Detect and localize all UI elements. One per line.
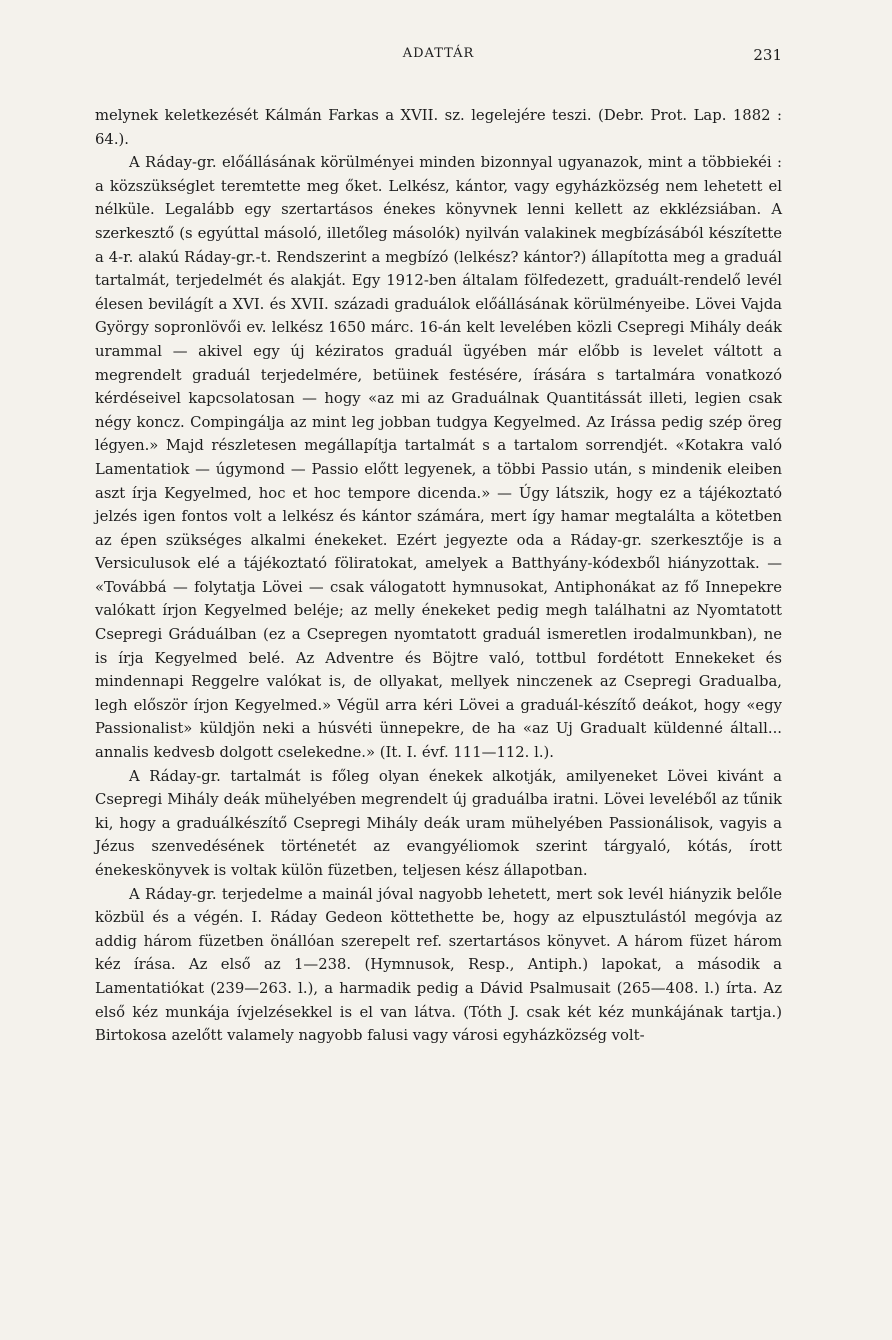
- paragraph: A Ráday-gr. tartalmát is főleg olyan énekek alkotják, amilyeneket Lövei kivánt a Csepregi Mihály deák mühelyében megrendelt új graduálba iratni. Lövei leveléből az tűnik ki, hogy a graduálkészítő Csepregi Mihály deák uram mühelyében Passionálisok, vagyis a Jézus szenvedésének történetét az evangyéliomok szerint tárgyaló, kótás, írott énekeskönyvek is voltak külön füzetben, teljesen kész állapotban.: [95, 767, 782, 879]
- running-title: ADATTÁR: [402, 46, 475, 61]
- paragraph: A Ráday-gr. terjedelme a mainál jóval nagyobb lehetett, mert sok levél hiányzik belőle közbül és a végén. I. Ráday Gedeon köttethette be, hogy az elpusztulástól megóvja az addig három füzetben önállóan szerepelt ref. szertartásos könyvet. A három füzet három kéz írása. Az első az 1—238. (Hymnusok, Resp., Antiph.) lapokat, a második a Lamentatiókat (239—263. l.), a harmadik pedig a Dávid Psalmusait (265—408. l.) írta. Az első kéz munkája ívjelzésekkel is el van látva. (Tóth J. csak két kéz munkájának tartja.) Birtokosa azelőtt valamely nagyobb falusi vagy városi egyházközség volt-: [95, 885, 782, 1045]
- paragraph-continued: melynek keletkezését Kálmán Farkas a XVII. sz. legelejére teszi. (Debr. Prot. Lap. 1882 : 64.).: [95, 107, 782, 148]
- page-number: 231: [753, 46, 782, 64]
- body-text: [95, 104, 782, 1048]
- paragraph: A Ráday-gr. előállásának körülményei minden bizonnyal ugyanazok, mint a többiekéi : a közszükséglet teremtette meg őket. Lelkész, kántor, vagy egyházközség nem lehetett el nélküle. Legalább egy szertartásos énekes könyvnek lenni kellett az ekklézsiában. A szerkesztő (s egyúttal másoló, illetőleg másolók) nyilván valakinek megbízásából készítette a 4-r. alakú Ráday-gr.-t. Rendszerint a megbízó (lelkész? kántor?) állapította meg a graduál tartalmát, terjedelmét és alakját. Egy 1912-ben általam fölfedezett, graduált-rendelő levél élesen bevilágít a XVI. és XVII. századi graduálok előállásának körülményeibe. Lövei Vajda György sopronlövői ev. lelkész 1650 márc. 16-án kelt levelében közli Csepregi Mihály deák urammal — akivel egy új kéziratos graduál ügyében már előbb is levelet váltott a megrendelt graduál terjedelmére, betüinek festésére, írására s tartalmára vonatkozó kérdéseivel kapcsolatosan — hogy «az mi az Graduálnak Quantitássát illeti, legien csak négy koncz. Compingálja az mint leg jobban tudgya Kegyelmed. Az Irássa pedig szép öreg légyen.» Majd részletesen megállapítja tartalmát s a tartalom sorrendjét. «Kotakra való Lamentatiok — úgymond — Passio előtt legyenek, a többi Passio után, s mindenik eleiben aszt írja Kegyelmed, hoc et hoc tempore dicenda.» — Úgy látszik, hogy ez a tájékoztató jelzés igen fontos volt a lelkész és kántor számára, mert így hamar megtalálta a kötetben az épen szükséges alkalmi énekeket. Ezért jegyezte oda a Ráday-gr. szerkesztője is a Versiculusok elé a tájékoztató föliratokat, amelyek a Batthyány-kódexből hiányzottak. — «Továbbá — folytatja Lövei — csak válogatott hymnusokat, Antiphonákat az fő Innepekre valókatt írjon Kegyelmed beléje; az melly énekeket pedig megh találhatni az Nyomtatott Csepregi Gráduálban (ez a Csepregen nyomtatott graduál ismeretlen irodalmunkban), ne is írja Kegyelmed belé. Az Adventre és Böjtre való, tottbul fordétott Ennekeket és mindennapi Reggelre valókat is, de ollyakat, mellyek ninczenek az Csepregi Gradualba, legh először írjon Kegyelmed.» Végül arra kéri Lövei a graduál-készítő deákot, hogy «egy Passionalist» küldjön neki a húsvéti ünnepekre, de ha «az Uj Gradualt küldenné általl... annalis kedvesb dolgott cselekedne.» (It. I. évf. 111—112. l.).: [95, 154, 782, 762]
- running-head: [95, 46, 782, 76]
